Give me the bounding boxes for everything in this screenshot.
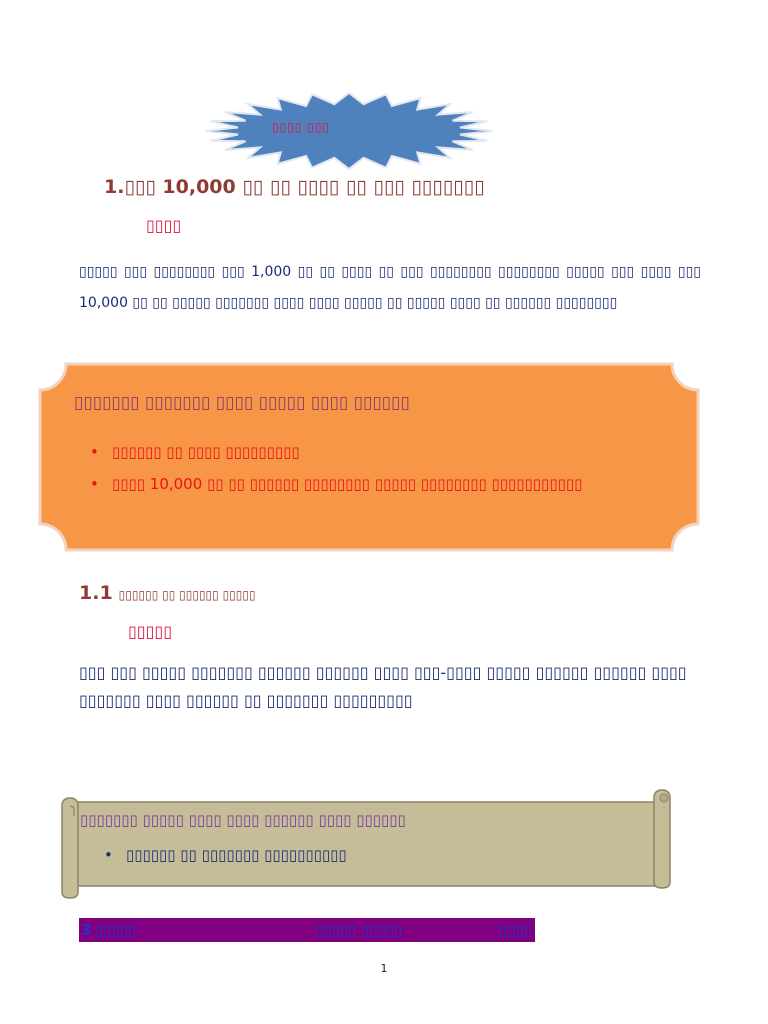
scroll-banner	[56, 788, 676, 900]
section-subheading-1: ▯▯▯▯	[146, 216, 182, 235]
section-heading-text: ▯▯▯▯▯▯ ▯▯ ▯▯▯▯▯▯ ▯▯▯▯▯	[118, 588, 256, 602]
orange-callout-item: • ▯▯▯▯▯▯ ▯▯ ▯▯▯▯ ▯▯▯▯▯▯▯▯▯	[90, 436, 582, 468]
orange-callout-list	[90, 436, 582, 500]
orange-callout-title: ▯▯▯▯▯▯▯ ▯▯▯▯▯▯▯ ▯▯▯▯ ▯▯▯▯▯ ▯▯▯▯ ▯▯▯▯▯▯	[74, 393, 410, 413]
section-paragraph-1: ▯▯▯▯▯ ▯▯▯ ▯▯▯▯▯▯▯▯ ▯▯▯ 1,000 ▯▯ ▯▯ ▯▯▯▯ ▯▯ ▯▯▯ ▯▯▯▯▯▯▯▯ ▯▯▯▯▯▯▯▯ ▯▯▯▯▯ ▯▯▯ ▯▯▯▯ ▯▯▯ 10,000 ▯▯ ▯▯ ▯▯▯▯▯ ▯▯▯▯▯▯▯ ▯▯▯▯ ▯▯▯▯ ▯▯▯▯▯ ▯▯ ▯▯▯▯▯ ▯▯▯▯ ▯▯ ▯▯▯▯▯▯ ▯▯▯▯▯▯▯▯	[79, 264, 701, 311]
section-number: 1.1	[79, 582, 113, 604]
scroll-banner-title: ▯▯▯▯▯▯▯ ▯▯▯▯▯ ▯▯▯▯ ▯▯▯▯ ▯▯▯▯▯▯ ▯▯▯▯ ▯▯▯▯▯▯	[80, 811, 406, 829]
page-number: 1	[380, 962, 388, 975]
bar-cell: ▯▯▯▯▯ ▯▯▯▯▯	[315, 921, 403, 939]
bar-number: 3	[81, 921, 92, 939]
scroll-banner-item: • ▯▯▯▯▯▯ ▯▯ ▯▯▯▯▯▯▯ ▯▯▯▯▯▯▯▯▯▯	[104, 846, 347, 864]
section-heading-2	[79, 582, 256, 604]
section-paragraph-2: ▯▯▯ ▯▯▯ ▯▯▯▯▯ ▯▯▯▯▯▯▯ ▯▯▯▯▯▯ ▯▯▯▯▯▯ ▯▯▯▯ ▯▯▯-▯▯▯▯ ▯▯▯▯▯ ▯▯▯▯▯▯ ▯▯▯▯▯▯ ▯▯▯▯ ▯▯▯▯▯▯▯ ▯▯▯▯ ▯▯▯▯▯▯ ▯▯ ▯▯▯▯▯▯▯ ▯▯▯▯▯▯▯▯▯	[79, 663, 687, 710]
section-subheading-2: ▯▯▯▯▯	[128, 622, 173, 641]
purple-highlight-bar	[79, 918, 535, 942]
section-heading-1: 1.▯▯▯ 10,000 ▯▯ ▯▯ ▯▯▯▯ ▯▯ ▯▯▯ ▯▯▯▯▯▯▯	[104, 176, 485, 198]
orange-callout-item: • ▯▯▯▯ 10,000 ▯▯ ▯▯ ▯▯▯▯▯▯ ▯▯▯▯▯▯▯▯ ▯▯▯▯▯ ▯▯▯▯▯▯▯▯ ▯▯▯▯▯▯▯▯▯▯▯	[90, 468, 582, 500]
bar-cell: ▯▯▯▯▯	[95, 921, 137, 939]
scroll-banner-list	[104, 846, 347, 864]
bar-cell: ▯▯▯▯	[499, 921, 533, 939]
starburst-label: ▯▯▯▯ ▯▯▯	[272, 120, 331, 134]
